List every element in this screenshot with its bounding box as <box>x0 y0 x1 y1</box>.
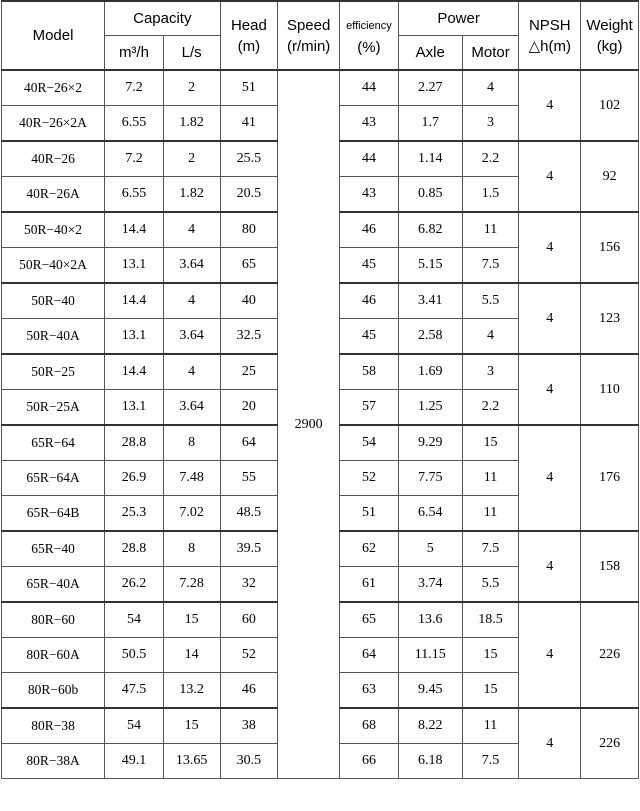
cell-capacity-ls: 13.2 <box>163 673 220 709</box>
header-speed-label: Speed <box>286 16 331 34</box>
cell-efficiency: 54 <box>340 425 399 461</box>
cell-power-axle: 1.69 <box>398 354 462 390</box>
cell-power-axle: 1.25 <box>398 390 462 426</box>
cell-efficiency: 46 <box>340 212 399 248</box>
header-efficiency-label: efficiency <box>346 19 392 32</box>
cell-efficiency: 45 <box>340 319 399 355</box>
cell-power-motor: 15 <box>462 425 519 461</box>
cell-capacity-m3h: 7.2 <box>105 141 164 177</box>
cell-npsh: 4 <box>519 212 581 283</box>
cell-head: 32.5 <box>220 319 278 355</box>
cell-power-axle: 1.14 <box>398 141 462 177</box>
cell-capacity-ls: 3.64 <box>163 390 220 426</box>
cell-power-axle: 6.82 <box>398 212 462 248</box>
cell-efficiency: 44 <box>340 141 399 177</box>
header-npsh-label: NPSH <box>528 16 571 34</box>
cell-head: 32 <box>220 567 278 603</box>
cell-efficiency: 66 <box>340 744 399 779</box>
cell-power-axle: 6.18 <box>398 744 462 779</box>
table-body <box>2 70 639 779</box>
cell-efficiency: 46 <box>340 283 399 319</box>
cell-power-motor: 2.2 <box>462 390 519 426</box>
cell-power-motor: 5.5 <box>462 567 519 603</box>
cell-capacity-ls: 15 <box>163 602 220 638</box>
cell-capacity-m3h: 6.55 <box>105 177 164 213</box>
cell-head: 64 <box>220 425 278 461</box>
cell-capacity-m3h: 49.1 <box>105 744 164 779</box>
cell-model: 65R−40 <box>2 531 105 567</box>
header-efficiency <box>340 1 399 70</box>
cell-model: 80R−38 <box>2 708 105 744</box>
cell-efficiency: 45 <box>340 248 399 284</box>
cell-model: 65R−40A <box>2 567 105 603</box>
cell-model: 50R−40 <box>2 283 105 319</box>
table-row <box>2 70 639 106</box>
cell-power-motor: 11 <box>462 708 519 744</box>
cell-model: 80R−60A <box>2 638 105 673</box>
cell-capacity-ls: 8 <box>163 425 220 461</box>
cell-power-motor: 7.5 <box>462 248 519 284</box>
cell-capacity-ls: 7.02 <box>163 496 220 532</box>
cell-power-axle: 3.41 <box>398 283 462 319</box>
cell-capacity-m3h: 6.55 <box>105 106 164 142</box>
header-capacity: Capacity <box>105 1 220 36</box>
cell-weight: 102 <box>581 70 639 141</box>
cell-power-axle: 13.6 <box>398 602 462 638</box>
cell-npsh: 4 <box>519 283 581 354</box>
cell-head: 55 <box>220 461 278 496</box>
cell-capacity-m3h: 13.1 <box>105 248 164 284</box>
cell-power-axle: 5 <box>398 531 462 567</box>
cell-efficiency: 61 <box>340 567 399 603</box>
cell-capacity-m3h: 7.2 <box>105 70 164 106</box>
cell-efficiency: 43 <box>340 106 399 142</box>
header-head-label: Head <box>230 16 267 34</box>
cell-weight: 110 <box>581 354 639 425</box>
cell-efficiency: 65 <box>340 602 399 638</box>
cell-capacity-m3h: 47.5 <box>105 673 164 709</box>
cell-efficiency: 64 <box>340 638 399 673</box>
cell-head: 48.5 <box>220 496 278 532</box>
cell-power-axle: 5.15 <box>398 248 462 284</box>
cell-power-axle: 7.75 <box>398 461 462 496</box>
cell-weight: 226 <box>581 602 639 708</box>
cell-power-axle: 6.54 <box>398 496 462 532</box>
cell-model: 50R−25A <box>2 390 105 426</box>
cell-capacity-ls: 8 <box>163 531 220 567</box>
cell-power-axle: 0.85 <box>398 177 462 213</box>
cell-model: 65R−64A <box>2 461 105 496</box>
cell-npsh: 4 <box>519 70 581 141</box>
cell-capacity-ls: 7.48 <box>163 461 220 496</box>
cell-speed: 2900 <box>278 70 340 779</box>
header-weight-label: Weight <box>586 16 633 34</box>
cell-capacity-ls: 2 <box>163 70 220 106</box>
cell-weight: 226 <box>581 708 639 779</box>
cell-power-axle: 9.29 <box>398 425 462 461</box>
cell-capacity-m3h: 28.8 <box>105 425 164 461</box>
cell-capacity-ls: 4 <box>163 354 220 390</box>
header-npsh-unit: △h(m) <box>528 37 571 55</box>
cell-weight: 158 <box>581 531 639 602</box>
header-head-unit: (m) <box>237 37 261 55</box>
cell-capacity-m3h: 28.8 <box>105 531 164 567</box>
cell-model: 50R−40A <box>2 319 105 355</box>
cell-model: 40R−26A <box>2 177 105 213</box>
header-weight-unit: (kg) <box>596 37 623 55</box>
cell-head: 20.5 <box>220 177 278 213</box>
cell-head: 52 <box>220 638 278 673</box>
cell-power-motor: 5.5 <box>462 283 519 319</box>
cell-efficiency: 57 <box>340 390 399 426</box>
cell-efficiency: 68 <box>340 708 399 744</box>
cell-model: 40R−26×2A <box>2 106 105 142</box>
header-speed-unit: (r/min) <box>286 37 331 55</box>
cell-capacity-ls: 15 <box>163 708 220 744</box>
cell-model: 50R−40×2A <box>2 248 105 284</box>
cell-head: 38 <box>220 708 278 744</box>
cell-model: 40R−26 <box>2 141 105 177</box>
cell-model: 65R−64B <box>2 496 105 532</box>
cell-power-motor: 7.5 <box>462 531 519 567</box>
cell-power-motor: 1.5 <box>462 177 519 213</box>
header-capacity-ls: L/s <box>163 36 220 71</box>
cell-power-axle: 11.15 <box>398 638 462 673</box>
cell-power-motor: 2.2 <box>462 141 519 177</box>
cell-model: 80R−38A <box>2 744 105 779</box>
cell-capacity-m3h: 26.9 <box>105 461 164 496</box>
cell-power-motor: 11 <box>462 461 519 496</box>
cell-capacity-ls: 4 <box>163 212 220 248</box>
cell-power-motor: 15 <box>462 638 519 673</box>
cell-capacity-ls: 1.82 <box>163 106 220 142</box>
cell-model: 65R−64 <box>2 425 105 461</box>
cell-capacity-ls: 3.64 <box>163 248 220 284</box>
cell-power-motor: 4 <box>462 319 519 355</box>
cell-power-motor: 15 <box>462 673 519 709</box>
cell-efficiency: 44 <box>340 70 399 106</box>
cell-efficiency: 51 <box>340 496 399 532</box>
cell-capacity-m3h: 14.4 <box>105 212 164 248</box>
header-weight <box>581 1 639 70</box>
cell-npsh: 4 <box>519 708 581 779</box>
cell-model: 80R−60 <box>2 602 105 638</box>
cell-power-axle: 8.22 <box>398 708 462 744</box>
cell-head: 65 <box>220 248 278 284</box>
cell-weight: 176 <box>581 425 639 531</box>
cell-head: 30.5 <box>220 744 278 779</box>
cell-capacity-ls: 13.65 <box>163 744 220 779</box>
cell-efficiency: 63 <box>340 673 399 709</box>
header-power-axle: Axle <box>398 36 462 71</box>
cell-npsh: 4 <box>519 531 581 602</box>
cell-power-axle: 2.27 <box>398 70 462 106</box>
header-capacity-m3h: m³/h <box>105 36 164 71</box>
header-model: Model <box>2 1 105 70</box>
cell-weight: 92 <box>581 141 639 212</box>
cell-npsh: 4 <box>519 354 581 425</box>
cell-capacity-ls: 4 <box>163 283 220 319</box>
cell-efficiency: 43 <box>340 177 399 213</box>
cell-power-axle: 2.58 <box>398 319 462 355</box>
cell-capacity-m3h: 26.2 <box>105 567 164 603</box>
cell-power-motor: 3 <box>462 106 519 142</box>
cell-efficiency: 62 <box>340 531 399 567</box>
cell-capacity-m3h: 25.3 <box>105 496 164 532</box>
cell-power-axle: 3.74 <box>398 567 462 603</box>
cell-capacity-ls: 14 <box>163 638 220 673</box>
cell-capacity-m3h: 54 <box>105 708 164 744</box>
cell-power-axle: 9.45 <box>398 673 462 709</box>
cell-head: 25 <box>220 354 278 390</box>
cell-model: 40R−26×2 <box>2 70 105 106</box>
cell-efficiency: 58 <box>340 354 399 390</box>
cell-power-motor: 7.5 <box>462 744 519 779</box>
cell-power-motor: 18.5 <box>462 602 519 638</box>
header-speed <box>278 1 340 70</box>
cell-head: 51 <box>220 70 278 106</box>
cell-capacity-ls: 1.82 <box>163 177 220 213</box>
cell-capacity-m3h: 14.4 <box>105 354 164 390</box>
cell-head: 20 <box>220 390 278 426</box>
cell-npsh: 4 <box>519 602 581 708</box>
cell-power-axle: 1.7 <box>398 106 462 142</box>
cell-capacity-ls: 3.64 <box>163 319 220 355</box>
pump-spec-table <box>1 0 639 779</box>
cell-head: 39.5 <box>220 531 278 567</box>
table-header <box>2 1 639 70</box>
cell-model: 50R−25 <box>2 354 105 390</box>
cell-head: 40 <box>220 283 278 319</box>
cell-head: 41 <box>220 106 278 142</box>
cell-weight: 123 <box>581 283 639 354</box>
cell-capacity-m3h: 14.4 <box>105 283 164 319</box>
cell-efficiency: 52 <box>340 461 399 496</box>
header-efficiency-unit: (%) <box>357 38 381 56</box>
cell-head: 80 <box>220 212 278 248</box>
cell-head: 60 <box>220 602 278 638</box>
cell-power-motor: 11 <box>462 212 519 248</box>
cell-capacity-m3h: 54 <box>105 602 164 638</box>
header-head <box>220 1 278 70</box>
cell-power-motor: 4 <box>462 70 519 106</box>
cell-head: 46 <box>220 673 278 709</box>
cell-capacity-m3h: 13.1 <box>105 319 164 355</box>
header-power-motor: Motor <box>462 36 519 71</box>
header-power: Power <box>398 1 519 36</box>
header-npsh <box>519 1 581 70</box>
cell-model: 80R−60b <box>2 673 105 709</box>
cell-capacity-m3h: 13.1 <box>105 390 164 426</box>
cell-head: 25.5 <box>220 141 278 177</box>
cell-capacity-ls: 2 <box>163 141 220 177</box>
cell-model: 50R−40×2 <box>2 212 105 248</box>
cell-power-motor: 3 <box>462 354 519 390</box>
cell-power-motor: 11 <box>462 496 519 532</box>
cell-capacity-ls: 7.28 <box>163 567 220 603</box>
cell-npsh: 4 <box>519 425 581 531</box>
cell-capacity-m3h: 50.5 <box>105 638 164 673</box>
cell-weight: 156 <box>581 212 639 283</box>
cell-npsh: 4 <box>519 141 581 212</box>
